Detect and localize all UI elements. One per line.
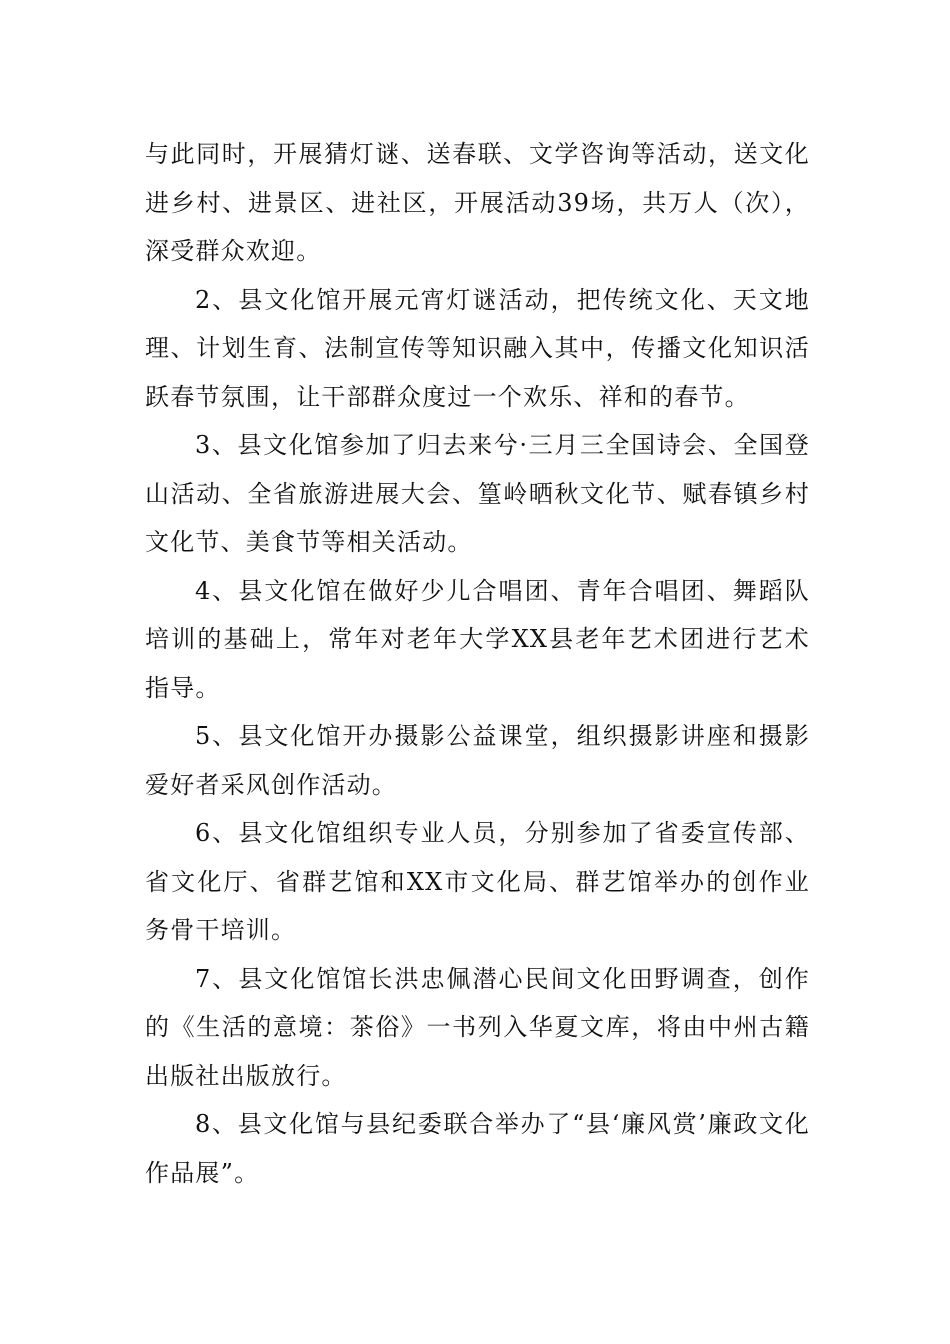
paragraph-item-4: 4、县文化馆在做好少儿合唱团、青年合唱团、舞蹈队培训的基础上，常年对老年大学XX县老年艺术团进行艺术指导。 [145, 576, 810, 702]
paragraph-item-7: 7、县文化馆馆长洪忠佩潜心民间文化田野调查，创作的《生活的意境：茶俗》一书列入华夏文库，将由中州古籍出版社出版放行。 [145, 964, 810, 1090]
paragraph-item-3: 3、县文化馆参加了归去来兮·三月三全国诗会、全国登山活动、全省旅游进展大会、篁岭晒秋文化节、赋春镇乡村文化节、美食节等相关活动。 [145, 431, 810, 556]
paragraph-item-5: 5、县文化馆开办摄影公益课堂，组织摄影讲座和摄影爱好者采风创作活动。 [145, 722, 810, 799]
paragraph-item-6: 6、县文化馆组织专业人员，分别参加了省委宣传部、省文化厅、省群艺馆和XX市文化局、群艺馆举办的创作业务骨干培训。 [145, 819, 810, 944]
paragraph-item-8: 8、县文化馆与县纪委联合举办了“县‘廉风赏’廉政文化作品展”。 [145, 1110, 810, 1187]
paragraph-continuation: 与此同时，开展猜灯谜、送春联、文学咨询等活动，送文化进乡村、进景区、进社区，开展活动39场，共万人（次），深受群众欢迎。 [145, 140, 810, 265]
document-body [145, 130, 810, 1197]
paragraph-item-2: 2、县文化馆开展元宵灯谜活动，把传统文化、天文地理、计划生育、法制宣传等知识融入其中，传播文化知识活跃春节氛围，让干部群众度过一个欢乐、祥和的春节。 [145, 285, 810, 411]
